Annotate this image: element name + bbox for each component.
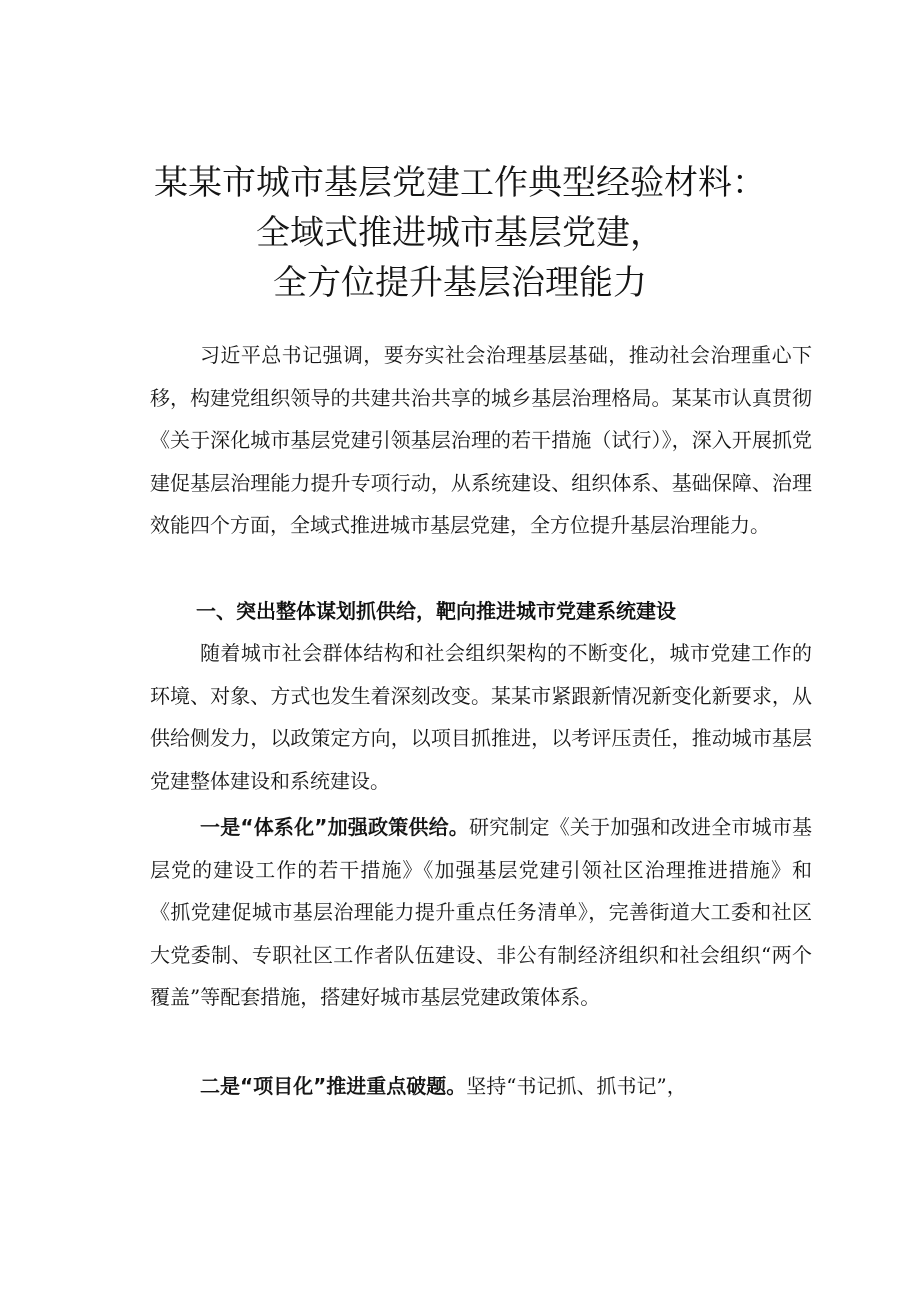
point-1-text: 研究制定《关于加强和改进全市城市基层党的建设工作的若干措施》《加强基层党建引领社区治理推进措施》和《抓党建促城市基层治理能力提升重点任务清单》，完善街道大工委和社区大党委制、专职社区工作者队伍建设、非公有制经济组织和社会组织“两个覆盖”等配套措施，搭建好城市基层党建政策体系。 xyxy=(150,815,812,1009)
title-line-1: 某某市城市基层党建工作典型经验材料： xyxy=(154,163,766,203)
intro-paragraph: 习近平总书记强调，要夯实社会治理基层基础，推动社会治理重心下移，构建党组织领导的共建共治共享的城乡基层治理格局。某某市认真贯彻《关于深化城市基层党建引领基层治理的若干措施（试行）》，深入开展抓党建促基层治理能力提升专项行动，从系统建设、组织体系、基础保障、治理效能四个方面，全域式推进城市基层党建，全方位提升基层治理能力。 xyxy=(150,343,812,537)
point-2-lead: 二是“项目化”推进重点破题。 xyxy=(200,1074,467,1098)
title-line-3: 全方位提升基层治理能力 xyxy=(273,263,647,303)
point-1-paragraph xyxy=(150,806,812,1019)
point-2-text: 坚持“书记抓、抓书记”， xyxy=(466,1074,687,1098)
point-2-paragraph xyxy=(150,1065,812,1108)
section-1-paragraph: 随着城市社会群体结构和社会组织架构的不断变化，城市党建工作的环境、对象、方式也发生着深刻改变。某某市紧跟新情况新变化新要求，从供给侧发力，以政策定方向，以项目抓推进，以考评压责任，推动城市基层党建整体建设和系统建设。 xyxy=(150,641,812,793)
document-title xyxy=(100,158,820,308)
title-line-2: 全域式推进城市基层党建， xyxy=(256,213,664,253)
point-1-lead: 一是“体系化”加强政策供给。 xyxy=(200,815,469,839)
section-1-heading: 一、突出整体谋划抓供给，靶向推进城市党建系统建设 xyxy=(196,599,676,623)
